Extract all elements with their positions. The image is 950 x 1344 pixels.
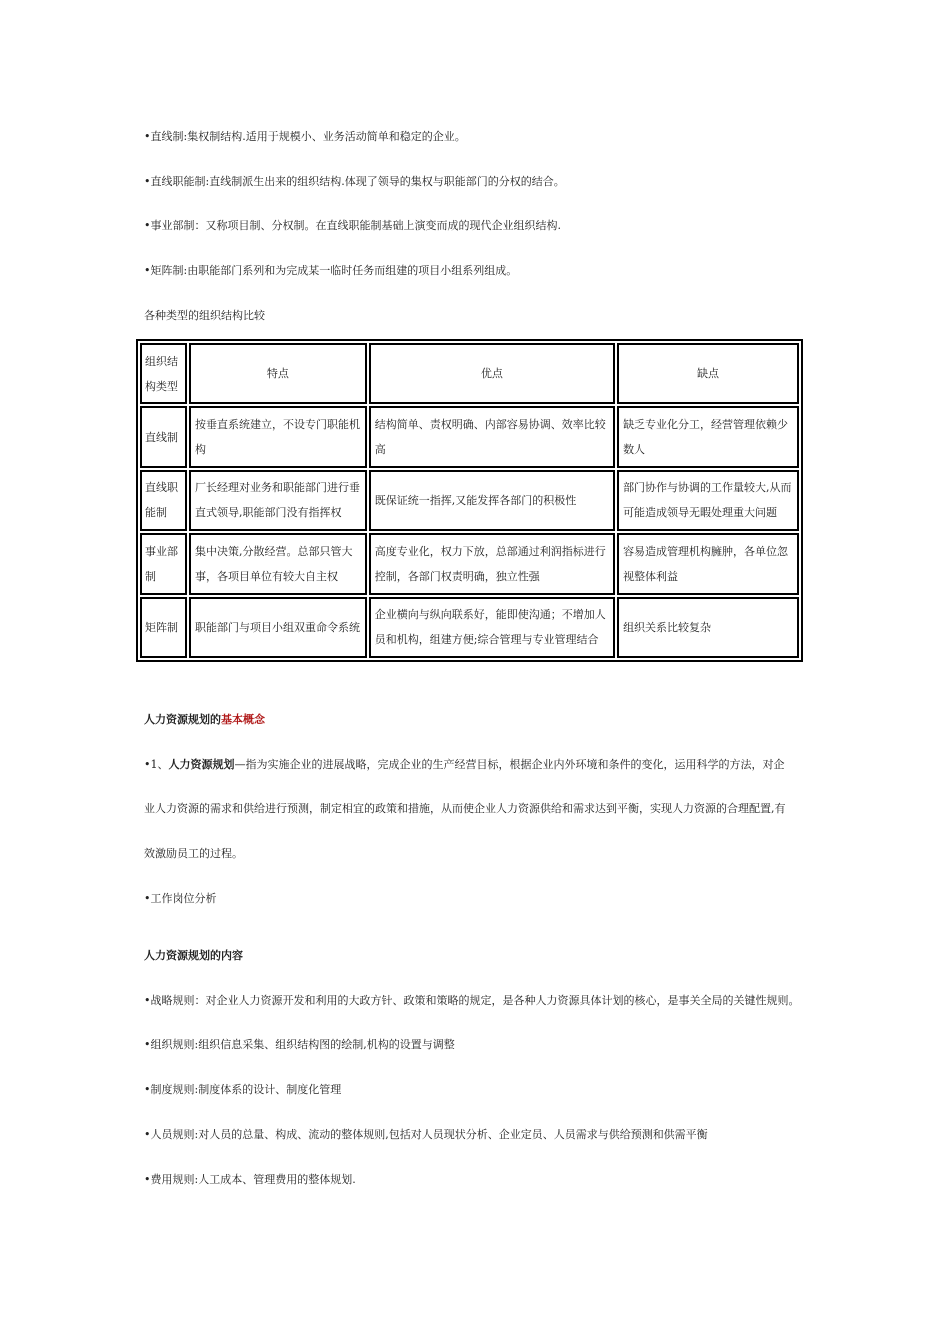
content-item-system: •制度规则:制度体系的设计、制度化管理 — [144, 1083, 342, 1096]
row-features: 职能部门与项目小组双重命令系统 — [189, 597, 367, 658]
header-type: 组织结构类型 — [140, 343, 187, 404]
definition-bullet: •1、 — [144, 758, 169, 771]
row-type: 直线制 — [140, 406, 187, 467]
table-row — [140, 597, 799, 658]
header-advantages: 优点 — [369, 343, 615, 404]
table-caption: 各种类型的组织结构比较 — [144, 309, 265, 322]
row-disadvantages: 缺乏专业化分工，经营管理依赖少数人 — [617, 406, 799, 467]
header-features: 特点 — [189, 343, 367, 404]
table-row — [140, 406, 799, 467]
intro-item-divisional: •事业部制：又称项目制、分权制。在直线职能制基础上演变而成的现代企业组织结构. — [144, 219, 561, 232]
row-features: 厂长经理对业务和职能部门进行垂直式领导,职能部门没有指挥权 — [189, 470, 367, 531]
job-analysis-item: •工作岗位分析 — [144, 892, 217, 905]
section-title-contents: 人力资源规划的内容 — [144, 949, 243, 962]
content-item-cost: •费用规则:人工成本、管理费用的整体规划. — [144, 1173, 356, 1186]
row-disadvantages: 组织关系比较复杂 — [617, 597, 799, 658]
row-type: 事业部制 — [140, 533, 187, 594]
row-advantages: 结构简单、责权明确、内部容易协调、效率比较高 — [369, 406, 615, 467]
intro-item-line-functional: •直线职能制:直线制派生出来的组织结构.体现了领导的集权与职能部门的分权的结合。 — [144, 175, 565, 188]
table-header-row — [140, 343, 799, 404]
row-disadvantages: 部门协作与协调的工作量较大,从而可能造成领导无暇处理重大问题 — [617, 470, 799, 531]
comparison-table — [136, 339, 803, 662]
definition-term: 人力资源规划 — [168, 758, 235, 771]
row-features: 按垂直系统建立，不设专门职能机构 — [189, 406, 367, 467]
row-advantages: 高度专业化，权力下放，总部通过利润指标进行控制，各部门权责明确，独立性强 — [369, 533, 615, 594]
table-row — [140, 470, 799, 531]
definition-line-3: 效激励员工的过程。 — [144, 847, 243, 860]
content-item-personnel: •人员规则:对人员的总量、构成、流动的整体规则,包括对人员现状分析、企业定员、人员需求与供给预测和供需平衡 — [144, 1128, 708, 1141]
header-disadvantages: 缺点 — [617, 343, 799, 404]
definition-text-1: —指为实施企业的进展战略，完成企业的生产经营目标，根据企业内外环境和条件的变化，运用科学的方法，对企 — [234, 758, 785, 771]
content-item-organization: •组织规则:组织信息采集、组织结构图的绘制,机构的设置与调整 — [144, 1038, 455, 1051]
row-features: 集中决策,分散经营。总部只管大事，各项目单位有较大自主权 — [189, 533, 367, 594]
section-title-highlight: 基本概念 — [221, 713, 265, 726]
row-type: 直线职能制 — [140, 470, 187, 531]
content-item-strategy: •战略规则：对企业人力资源开发和利用的大政方针、政策和策略的规定，是各种人力资源具体计划的核心，是事关全局的关键性规则。 — [144, 994, 800, 1007]
definition-line-2: 业人力资源的需求和供给进行预测，制定相宜的政策和措施，从而使企业人力资源供给和需求达到平衡，实现人力资源的合理配置,有 — [144, 802, 786, 815]
section-title-prefix: 人力资源规划的 — [144, 713, 221, 726]
intro-item-line-system: •直线制:集权制结构.适用于规模小、业务活动简单和稳定的企业。 — [144, 130, 466, 143]
intro-item-matrix: •矩阵制:由职能部门系列和为完成某一临时任务而组建的项目小组系列组成。 — [144, 264, 518, 277]
row-advantages: 企业横向与纵向联系好，能即使沟通；不增加人员和机构，组建方便;综合管理与专业管理结合 — [369, 597, 615, 658]
section-title-basic-concept — [144, 712, 265, 728]
row-advantages: 既保证统一指挥,又能发挥各部门的积极性 — [369, 470, 615, 531]
row-disadvantages: 容易造成管理机构臃肿，各单位忽视整体利益 — [617, 533, 799, 594]
table-row — [140, 533, 799, 594]
row-type: 矩阵制 — [140, 597, 187, 658]
definition-line-1 — [144, 757, 785, 773]
